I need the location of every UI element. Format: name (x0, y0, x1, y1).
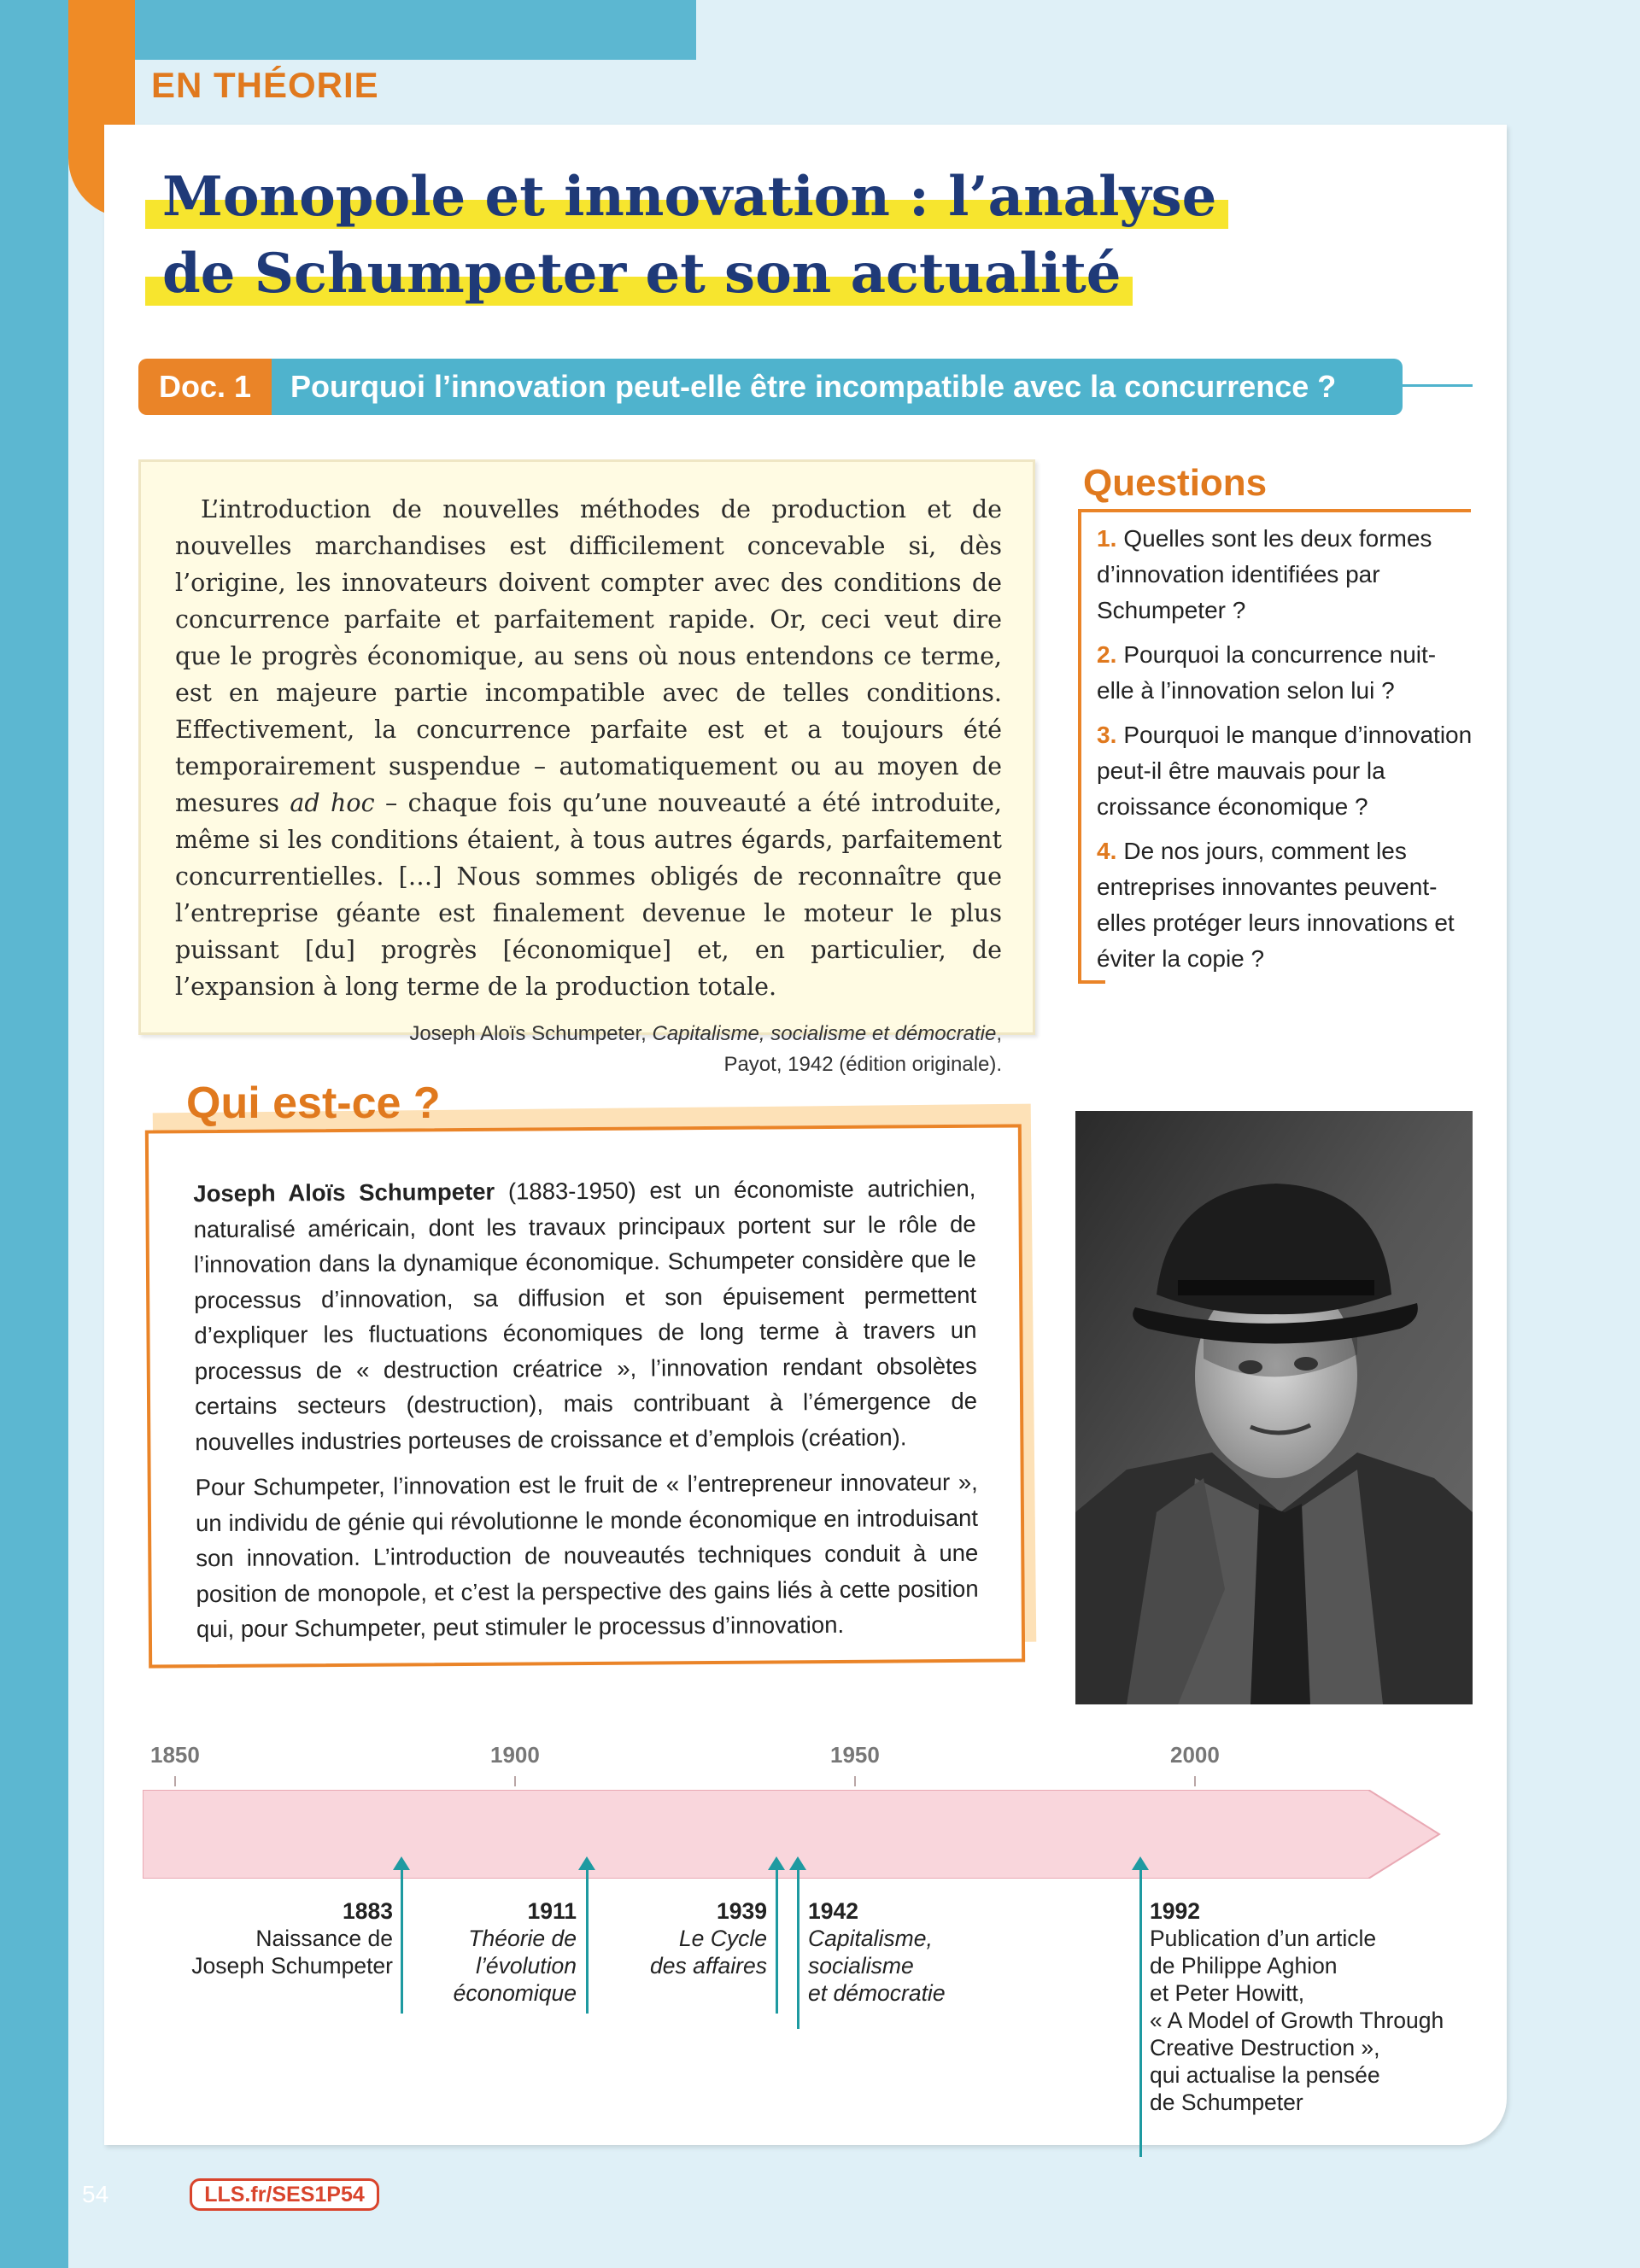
event-line: socialisme (808, 1953, 914, 1979)
left-margin-band (0, 0, 68, 2268)
question-text: Pourquoi la concurrence nuit-elle à l’innovation selon lui ? (1097, 641, 1437, 704)
title-line-2: de Schumpeter et son actualité (145, 242, 1133, 306)
event-year: 1883 (343, 1898, 393, 1924)
timeline-tick (854, 1776, 856, 1786)
event-year: 1911 (527, 1898, 577, 1924)
doc-question: Pourquoi l’innovation peut-elle être incompatible avec la concurrence ? (272, 359, 1403, 415)
doc-number: Doc. 1 (138, 359, 272, 415)
title-line-1: Monopole et innovation : l’analyse (145, 165, 1228, 229)
event-line: Naissance de (255, 1926, 393, 1951)
question-text: Quelles sont les deux formes d’innovation identifiées par Schumpeter ? (1097, 525, 1432, 623)
quote-source (175, 1019, 1002, 1080)
event-line: qui actualise la pensée (1150, 2062, 1380, 2088)
event-line: Théorie de (468, 1926, 577, 1951)
event-line: l’évolution (476, 1953, 577, 1979)
who-paragraph-2: Pour Schumpeter, l’innovation est le fruit de « l’entrepreneur innovateur », un individu de génie qui révolutionne le monde économique en introduisant son innovation. L’introduction de nouveautés techniques conduit à une position de monopole, et c’est la perspective des gains liés à cette position qui, pour Schumpeter, peut stimuler le processus d’innovation. (195, 1468, 979, 1643)
question-item (1097, 833, 1473, 977)
lls-link[interactable]: LLS.fr/SES1P54 (190, 2178, 379, 2211)
timeline-year-1850: 1850 (150, 1742, 200, 1768)
event-line: des affaires (650, 1953, 767, 1979)
questions-title: Questions (1083, 462, 1268, 504)
event-arrow-1942 (797, 1867, 800, 2029)
event-line: Capitalisme, (808, 1926, 933, 1951)
who-box (145, 1124, 1025, 1668)
question-text: De nos jours, comment les entreprises innovantes peuvent-elles protéger leurs innovations et éviter la copie ? (1097, 838, 1455, 972)
event-arrow-1883 (401, 1867, 403, 2014)
who-paragraph-1 (193, 1171, 977, 1459)
question-number: 4. (1097, 838, 1117, 864)
event-line: Le Cycle (678, 1926, 767, 1951)
timeline-year-2000: 2000 (1170, 1742, 1220, 1768)
event-1939 (596, 1897, 767, 1979)
page-title (145, 159, 1256, 313)
quote-box (138, 459, 1035, 1076)
source-publisher: Payot, 1942 (édition originale). (723, 1053, 1002, 1076)
event-arrow-1939 (776, 1867, 778, 2014)
quote-text-italic: ad hoc (290, 789, 375, 817)
who-text-1: (1883-1950) est un économiste autrichien, naturalisé américain, dont les travaux principaux portent sur le rôle de l’innovation dans la dynamique économique. Schumpeter considère que le processus d’innovation, sa diffusion et son épuisement permettent d’expliquer les fluctuations économiques de long terme à travers un processus de « destruction créatrice », l’innovation rendant obsolètes certains secteurs (destruction), mais contribuant à l’émergence de nouvelles industries porteuses de croissance et d’emplois (création). (193, 1174, 978, 1455)
timeline-year-1950: 1950 (830, 1742, 880, 1768)
question-item (1097, 521, 1473, 628)
event-year: 1942 (808, 1898, 858, 1924)
event-arrow-1992 (1139, 1867, 1142, 2157)
question-number: 1. (1097, 525, 1117, 552)
event-1942 (808, 1897, 1013, 2007)
quote-text (175, 491, 1002, 1005)
who-name: Joseph Aloïs Schumpeter (193, 1178, 495, 1207)
schumpeter-portrait (1075, 1111, 1473, 1704)
event-line: et Peter Howitt, (1150, 1980, 1305, 2006)
event-line: « A Model of Growth Through (1150, 2008, 1444, 2033)
question-number: 2. (1097, 641, 1117, 668)
event-line: de Schumpeter (1150, 2090, 1303, 2115)
timeline-year-1900: 1900 (490, 1742, 540, 1768)
event-line: et démocratie (808, 1980, 946, 2006)
question-text: Pourquoi le manque d’innovation peut-il être mauvais pour la croissance économique ? (1097, 722, 1473, 820)
source-punct: , (996, 1022, 1002, 1045)
portrait-image (1075, 1111, 1473, 1704)
timeline-tick (1194, 1776, 1196, 1786)
questions-list (1097, 521, 1473, 985)
source-work: Capitalisme, socialisme et démocratie (652, 1022, 997, 1045)
who-section (137, 1078, 1042, 1675)
event-year: 1939 (717, 1898, 767, 1924)
questions-side-rule (1078, 509, 1081, 984)
event-line: économique (453, 1980, 577, 2006)
timeline-tick (174, 1776, 176, 1786)
page-number: 54 (82, 2181, 109, 2207)
event-year: 1992 (1150, 1898, 1200, 1924)
questions-rule (1078, 509, 1471, 512)
event-line: Joseph Schumpeter (191, 1953, 393, 1979)
event-line: Creative Destruction », (1150, 2035, 1380, 2060)
source-author: Joseph Aloïs Schumpeter, (409, 1022, 653, 1045)
event-1992 (1150, 1897, 1471, 2116)
doc-header-rule (1403, 384, 1473, 387)
event-line: Publication d’un article (1150, 1926, 1377, 1951)
event-arrow-1911 (586, 1867, 589, 2014)
timeline-tick (514, 1776, 516, 1786)
event-1911 (406, 1897, 577, 2007)
question-item (1097, 637, 1473, 709)
questions-panel (1078, 459, 1471, 982)
event-1883 (171, 1897, 393, 1979)
section-label: EN THÉORIE (151, 65, 379, 105)
question-number: 3. (1097, 722, 1117, 748)
quote-text-part-2: – chaque fois qu’une nouveauté a été introduite, même si les conditions étaient, à tous autres égards, parfaitement concurrentielles. […] Nous sommes obligés de reconnaître que l’entreprise géante est finalement devenue le moteur le plus puissant [du] progrès [économique] et, en particulier, de l’expansion à long terme de la production totale. (175, 789, 1002, 1001)
who-title: Qui est-ce ? (186, 1078, 441, 1128)
question-item (1097, 717, 1473, 825)
timeline (138, 1742, 1471, 2135)
doc-header (138, 359, 1403, 415)
quote-text-part-1: L’introduction de nouvelles méthodes de production et de nouvelles marchandises est difficilement concevable si, dès l’origine, les innovateurs doivent compter avec des conditions de concurrence parfaite et parfaitement rapide. Or, ceci veut dire que le progrès économique, au sens où nous entendons ce terme, est en majeure partie incompatible avec de telles conditions. Effectivement, la concurrence parfaite est et a toujours été temporairement suspendue – automatiquement ou au moyen de mesures (175, 495, 1002, 817)
event-line: de Philippe Aghion (1150, 1953, 1338, 1979)
